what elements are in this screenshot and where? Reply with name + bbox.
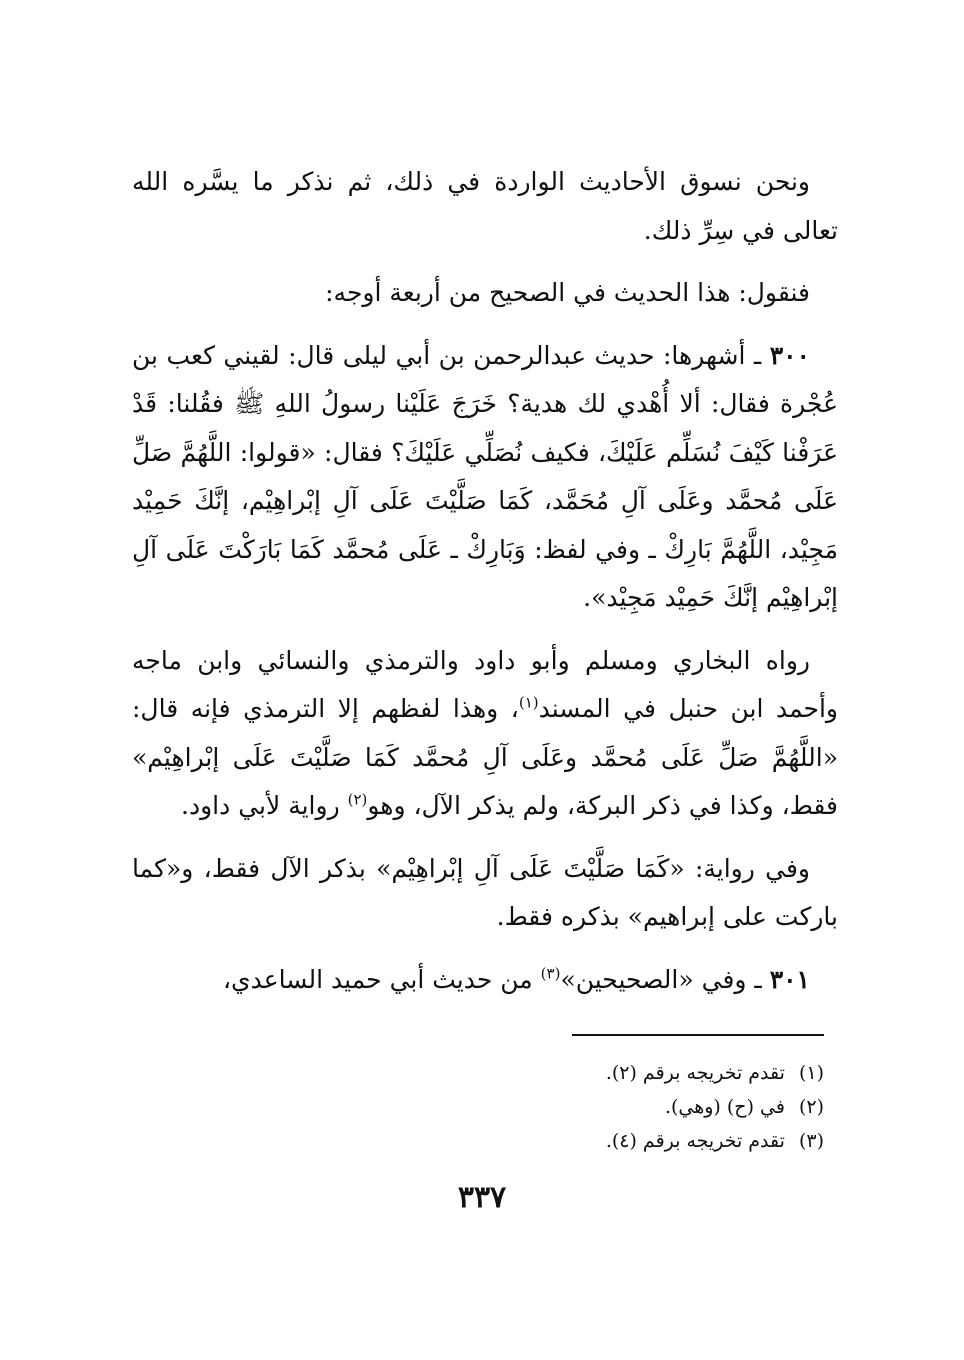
paragraph <box>132 956 838 1005</box>
main-text <box>132 158 838 1018</box>
footnote <box>420 1090 824 1124</box>
footnotes <box>420 1056 824 1158</box>
footnote-mark: (٣) <box>798 1130 824 1152</box>
footnote-reference: (٢) <box>347 790 368 809</box>
paragraph <box>132 637 838 831</box>
paragraph-text: رواية لأبي داود. <box>181 791 348 820</box>
footnote-text: تقدم تخريجه برقم (٤). <box>605 1130 785 1152</box>
page-number: ٣٣٧ <box>457 1180 507 1215</box>
footnote-text: في (ح) (وهي). <box>664 1096 785 1118</box>
footnote-divider <box>572 1034 824 1036</box>
hadith-number: ٣٠١ <box>769 964 810 994</box>
hadith-number: ٣٠٠ <box>769 340 810 370</box>
footnote-reference: (٣) <box>540 964 561 983</box>
paragraph-text: ـ أشهرها: حديث عبدالرحمن بن أبي ليلى قال: لقيني كعب بن عُجْرة فقال: ألا أُهْدي لك هدية؟ خَرَجَ عَلَيْنا رسولُ اللهِ ﷺ فقُلنا: قَدْ عَرَفْنا كَيْفَ نُسَلِّم عَلَيْكَ، فكيف نُصَلِّي عَلَيْكَ؟ فقال: «قولوا: اللَّهُمَّ صَلِّ عَلَى مُحمَّد وعَلَى آلِ مُحَمَّد، كَمَا صَلَّيْتَ عَلَى آلِ إبْراهِيْم، إنَّكَ حَمِيْد مَجِيْد، اللَّهُمَّ بَارِكْ ـ وفي لفظ: وَبَارِكْ ـ عَلَى مُحمَّد كَمَا بَارَكْتَ عَلَى آلِ إبْراهِيْم إنَّكَ حَمِيْد مَجِيْد». <box>132 340 838 612</box>
footnote <box>420 1124 824 1158</box>
paragraph-text: ـ وفي «الصحيحين» <box>560 964 770 994</box>
footnote-mark: (١) <box>798 1062 824 1084</box>
paragraph <box>132 158 838 255</box>
paragraph-text: من حديث أبي حميد الساعدي، <box>222 964 541 994</box>
paragraph-text: فنقول: هذا الحديث في الصحيح من أربعة أوجه: <box>325 278 810 307</box>
footnote-text: تقدم تخريجه برقم (٢). <box>605 1062 785 1084</box>
paragraph <box>132 269 838 318</box>
footnote-reference: (١) <box>518 693 539 712</box>
paragraph-text: ونحن نسوق الأحاديث الواردة في ذلك، ثم نذكر ما يسَّره الله تعالى في سِرِّ ذلك. <box>132 167 838 245</box>
paragraph-text: ، وهذا لفظهم إلا الترمذي فإنه قال: «اللَّهُمَّ صَلِّ عَلَى مُحمَّد وعَلَى آلِ مُحمَّد كَمَا صَلَّيْتَ عَلَى إبْراهِيْم» فقط، وكذا في ذكر البركة، ولم يذكر الآل، وهو <box>132 694 838 820</box>
paragraph <box>132 845 838 942</box>
footnote <box>420 1056 824 1090</box>
paragraph-text: رواه البخاري ومسلم وأبو داود والترمذي والنسائي وابن ماجه وأحمد ابن حنبل في المسند <box>132 645 838 723</box>
footnote-mark: (٢) <box>798 1096 824 1118</box>
paragraph-text: وفي رواية: «كَمَا صَلَّيْتَ عَلَى آلِ إبْراهِيْم» بذكر الآل فقط، و«كما باركت على إبراهيم» بذكره فقط. <box>132 853 838 931</box>
paragraph <box>132 332 838 623</box>
